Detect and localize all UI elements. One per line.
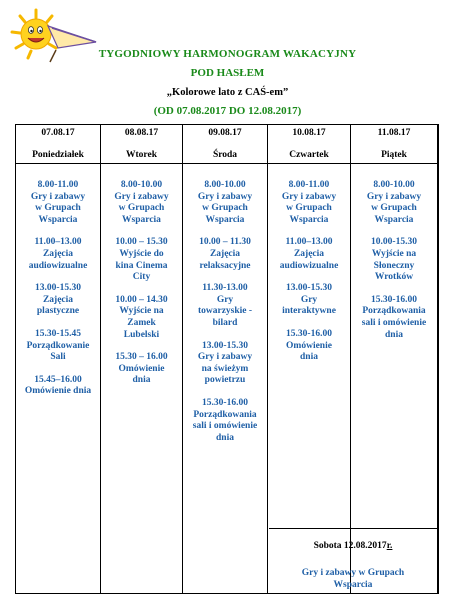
- activity-item: 10.00 – 11.30 Zajęcia relaksacyjne: [199, 237, 251, 271]
- day-activities: [101, 180, 182, 398]
- activity-item: 8.00-11.00 Gry i zabawy w Grupach Wsparcia: [281, 180, 337, 225]
- day-name: Piątek: [381, 150, 407, 160]
- schedule-subtitle: POD HASŁEM: [190, 67, 265, 79]
- activity-item: 15.30-16.00 Omówienie dnia: [286, 328, 332, 363]
- schedule-motto: „Kolorowe lato z CAŚ-em”: [166, 87, 289, 98]
- saturday-activities: Gry i zabawy w Grupach Wsparcia: [301, 568, 405, 590]
- day-name: Środa: [212, 150, 238, 160]
- day-activities: [351, 180, 437, 352]
- activity-item: 15.30-15.45 Porządkowanie Sali: [26, 328, 90, 363]
- activity-item: 8.00-10.00 Gry i zabawy w Grupach Wsparcia: [197, 180, 253, 225]
- activity-item: 11.00–13.00 Zajęcia audiowizualne: [279, 237, 339, 271]
- activity-item: 15.45–16.00 Omówienie dnia: [24, 374, 92, 397]
- schedule-title: TYGODNIOWY HARMONOGRAM WAKACYJNY: [98, 48, 357, 60]
- activity-item: 10.00-15.30 Wyjście na Słoneczny Wrotków: [371, 237, 417, 283]
- activity-item: 15.30 – 16.00 Omówienie dnia: [115, 352, 168, 386]
- day-column-wednesday: [183, 125, 268, 593]
- activity-item: 13.00-15.30 Gry interaktywne: [282, 283, 336, 317]
- activity-item: 11.00–13.00 Zajęcia audiowizualne: [28, 237, 88, 271]
- day-date: 09.08.17: [208, 128, 242, 138]
- activity-item: 8.00-10.00 Gry i zabawy w Grupach Wsparcia: [114, 180, 169, 225]
- day-activities: [183, 180, 267, 455]
- day-date: 08.08.17: [124, 128, 159, 138]
- activity-item: 8.00-11.00 Gry i zabawy w Grupach Wsparcia: [30, 180, 86, 225]
- day-column-monday: [16, 125, 101, 593]
- activity-item: 13.00-15.30 Gry i zabawy na świeżym powietrzu: [197, 340, 253, 386]
- activity-item: 10.00 – 15.30 Wyjście do kina Cinema City: [115, 237, 168, 283]
- day-date: 10.08.17: [292, 128, 326, 138]
- activity-item: 8.00-10.00 Gry i zabawy w Grupach Wsparcia: [366, 180, 422, 225]
- day-date: 11.08.17: [377, 128, 411, 138]
- day-date: 07.08.17: [41, 128, 75, 138]
- schedule-date-range: (OD 07.08.2017 DO 12.08.2017): [153, 105, 302, 117]
- activity-item: 11.30-13.00 Gry towarzyskie - bilard: [197, 283, 253, 328]
- day-column-thursday: [268, 125, 351, 593]
- saturday-cell: [269, 528, 437, 596]
- day-column-friday: [351, 125, 438, 593]
- day-column-tuesday: [101, 125, 183, 593]
- schedule-table: [15, 124, 439, 594]
- activity-item: 13.00-15.30 Zajęcia plastyczne: [35, 283, 81, 317]
- day-activities: [268, 180, 350, 375]
- day-name: Wtorek: [126, 150, 157, 160]
- activity-item: 10.00 – 14.30 Wyjście na Zamek Lubelski: [115, 294, 168, 340]
- day-activities: [16, 180, 100, 409]
- activity-item: 15.30-16.00 Porządkowania sali i omówienie dnia: [192, 397, 258, 443]
- saturday-title: Sobota 12.08.2017r.: [313, 541, 393, 551]
- day-name: Poniedziałek: [32, 150, 84, 160]
- activity-item: 15.30-16.00 Porządkowania sali i omówienie dnia: [361, 294, 427, 340]
- day-name: Czwartek: [289, 150, 329, 160]
